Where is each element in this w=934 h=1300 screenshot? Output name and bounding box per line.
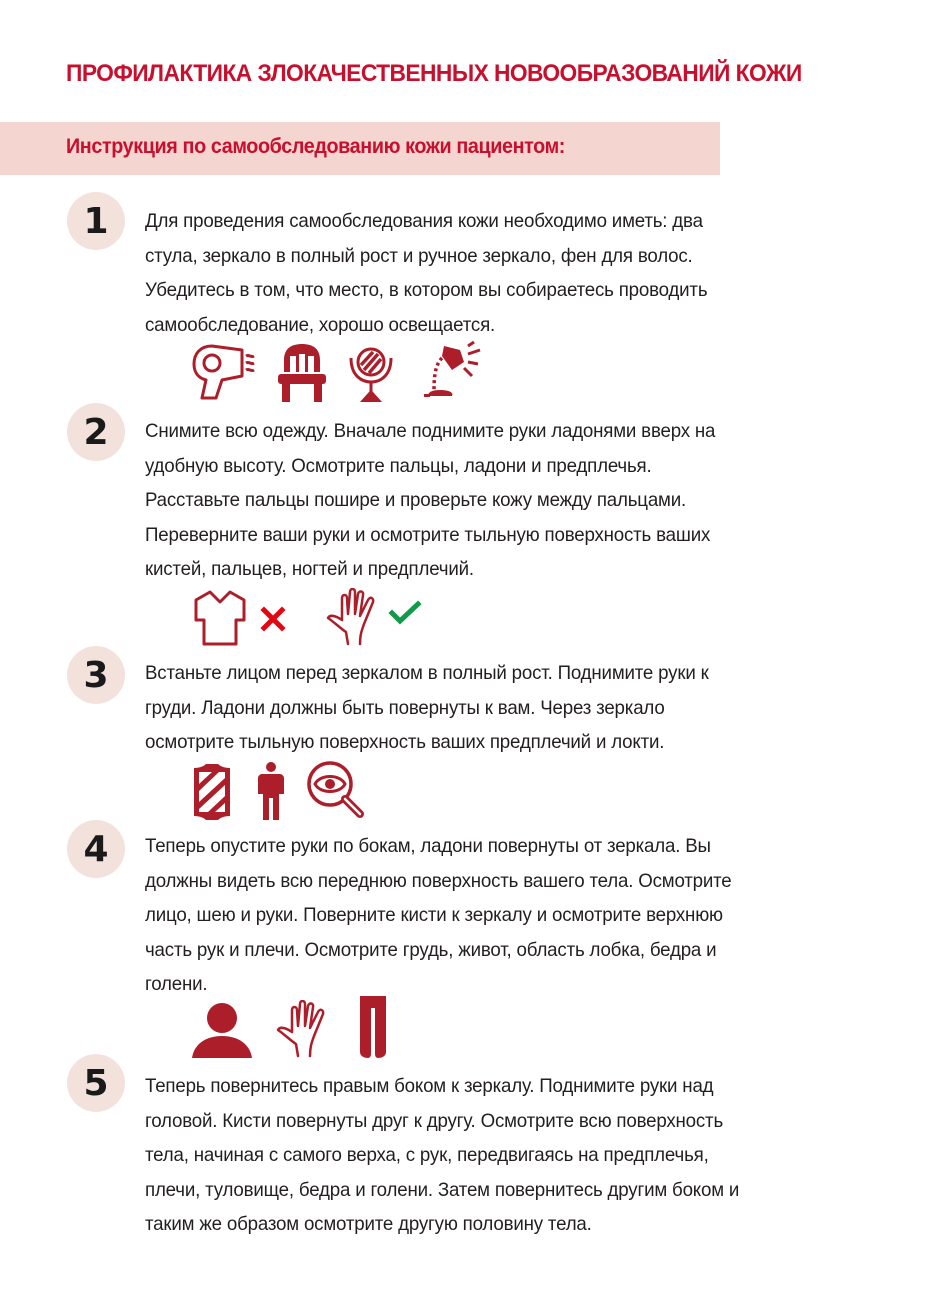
legs-icon [360,996,386,1058]
text-line: стула, зеркало в полный рост и ручное зеркало, фен для волос. [145,244,693,267]
page-title: ПРОФИЛАКТИКА ЗЛОКАЧЕСТВЕННЫХ НОВООБРАЗОВАНИЙ КОЖИ [66,60,802,87]
subtitle-banner [0,122,720,175]
step-number-5: 5 [67,1054,125,1112]
text-line: Для проведения самообследования кожи необходимо иметь: два [145,210,703,232]
open-hand-icon [326,588,378,646]
step-number-2: 2 [67,403,125,461]
magnifier-eye-icon [306,760,368,820]
hair-dryer-icon [192,342,258,402]
step-2-icons [194,588,422,646]
tshirt-icon [194,590,246,646]
subtitle: Инструкция по самообследованию кожи пациентом: [66,135,566,158]
text-line: таким же образом осмотрите другую половину тела. [145,1213,592,1235]
step-text-5 [145,1069,865,1242]
text-line: Расставьте пальцы пошире и проверьте кожу между пальцами. [145,489,686,511]
text-line: голени. [145,973,208,995]
text-line: удобную высоту. Осмотрите пальцы, ладони и предплечья. [145,454,652,477]
open-hand-icon [276,1000,328,1058]
hand-mirror-icon [348,342,394,402]
text-line: Убедитесь в том, что место, в котором вы собираетесь проводить [145,279,708,301]
user-bust-icon [192,1002,252,1058]
text-line: тела, начиная с самого верха, с рук, передвигаясь на предплечья, [145,1144,709,1166]
step-text-4 [145,829,865,1002]
cross-icon [260,606,286,632]
chair-icon [278,342,326,402]
text-line: Переверните ваши руки и осмотрите тыльную поверхность ваших [145,523,711,546]
text-line: Встаньте лицом перед зеркалом в полный рост. Поднимите руки к [145,662,709,684]
text-line: головой. Кисти повернуты друг к другу. Осмотрите всю поверхность [145,1109,724,1132]
step-number-1: 1 [67,192,125,250]
text-line: Теперь опустите руки по бокам, ладони повернуты от зеркала. Вы [145,835,711,857]
text-line: осмотрите тыльную поверхность ваших предплечий и локти. [145,731,665,753]
step-text-1 [145,204,865,342]
text-line: кистей, пальцев, ногтей и предплечий. [145,558,474,580]
checkmark-icon [388,600,422,626]
step-1-icons [192,340,486,402]
wall-mirror-icon [192,764,232,820]
step-number-3: 3 [67,646,125,704]
step-text-3 [145,656,865,760]
desk-lamp-icon [424,340,486,402]
step-4-icons [192,996,386,1058]
step-text-2 [145,414,865,587]
person-icon [258,762,284,820]
step-3-icons [192,760,368,820]
text-line: груди. Ладони должны быть повернуты к вам. Через зеркало [145,696,665,719]
text-line: лицо, шею и руки. Поверните кисти к зеркалу и осмотрите верхнюю [145,904,723,926]
text-line: плечи, туловище, бедра и голени. Затем повернитесь другим боком и [145,1178,740,1201]
text-line: должны видеть всю переднюю поверхность вашего тела. Осмотрите [145,869,732,892]
text-line: Снимите всю одежду. Вначале поднимите руки ладонями вверх на [145,420,716,442]
text-line: Теперь повернитесь правым боком к зеркалу. Поднимите руки над [145,1075,714,1097]
text-line: часть рук и плечи. Осмотрите грудь, живот, область лобка, бедра и [145,938,717,961]
step-number-4: 4 [67,820,125,878]
text-line: самообследование, хорошо освещается. [145,313,496,336]
